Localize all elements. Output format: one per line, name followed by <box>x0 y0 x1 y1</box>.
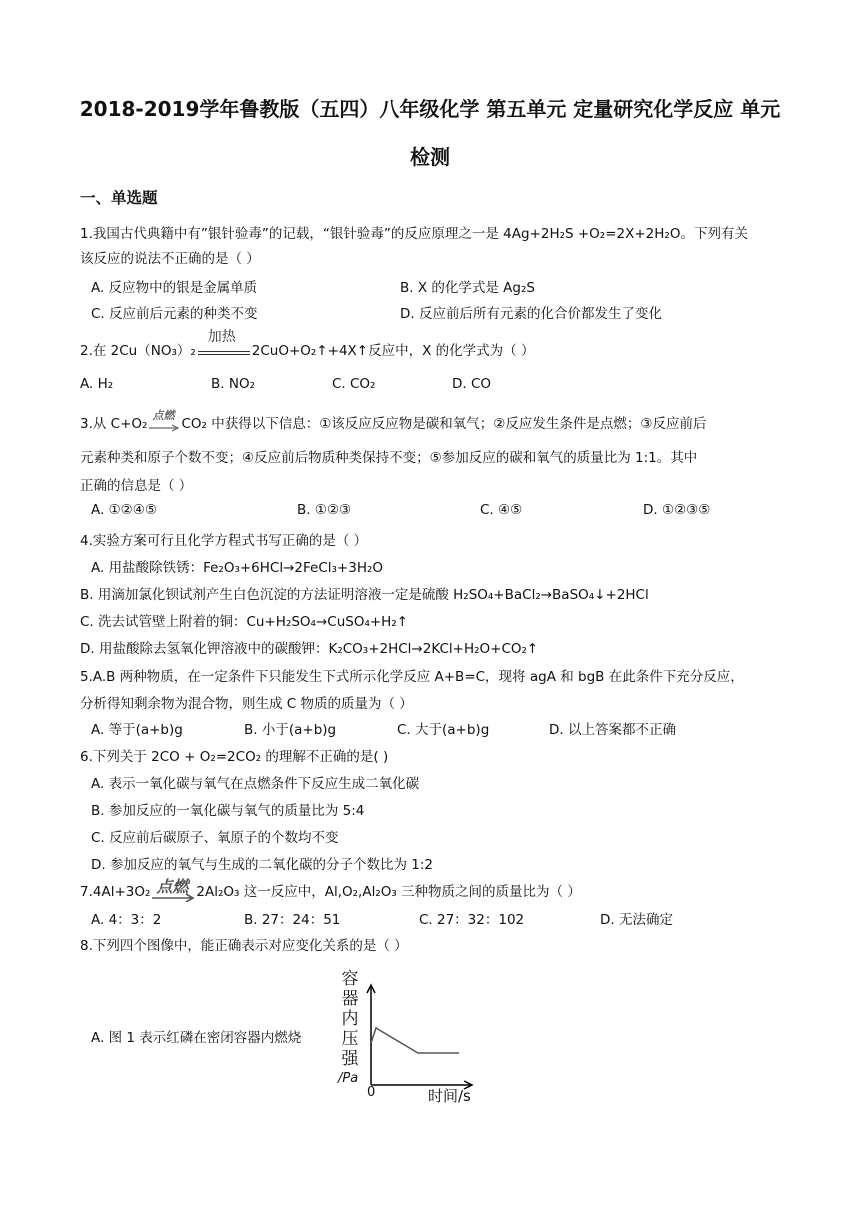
q1-stem-line1: 1.我国古代典籍中有”银针验毒”的记载，“银针验毒”的反应原理之一是 4Ag+2H₂S +O₂=2X+2H₂O。下列有关 <box>80 226 748 242</box>
q3-option-c: C. ④⑤ <box>480 502 523 518</box>
ylabel-char: 容 <box>341 969 359 989</box>
ylabel-char: 内 <box>341 1009 359 1029</box>
q2-option-b: B. NO₂ <box>211 376 255 392</box>
q5-stem-line2: 分析得知剩余物为混合物，则生成 C 物质的质量为（ ） <box>80 696 413 712</box>
q5-option-a: A. 等于(a+b)g <box>91 722 183 738</box>
ylabel-char: 器 <box>341 989 359 1009</box>
q3-stem-line3: 正确的信息是（ ） <box>80 478 193 494</box>
q7-stem <box>80 877 581 902</box>
ylabel-char: 强 <box>341 1049 359 1069</box>
ylabel-char: 压 <box>341 1029 359 1049</box>
q5-option-c: C. 大于(a+b)g <box>397 722 490 738</box>
q4-option-d: D. 用盐酸除去氢氧化钾溶液中的碳酸钾：K₂CO₃+2HCl→2KCl+H₂O+CO₂↑ <box>80 641 539 657</box>
q2-condition-label: 加热 <box>207 329 236 345</box>
equals-sign-icon <box>198 351 250 352</box>
doc-title-line2: 检测 <box>410 145 450 169</box>
pressure-time-graph <box>330 965 480 1110</box>
q8-stem: 8.下列四个图像中，能正确表示对应变化关系的是（ ） <box>80 938 408 954</box>
q4-option-c: C. 洗去试管壁上附着的铜：Cu+H₂SO₄→CuSO₄+H₂↑ <box>80 614 409 630</box>
q2-option-a: A. H₂ <box>80 376 114 392</box>
q2-option-d: D. CO <box>452 376 492 392</box>
q7-option-c: C. 27：32：102 <box>419 912 525 928</box>
q2-condition-arrow <box>196 329 252 362</box>
arrow-right-icon <box>150 882 196 902</box>
q4-option-b: B. 用滴加氯化钡试剂产生白色沉淀的方法证明溶液一定是硫酸 H₂SO₄+BaCl₂→BaSO₄↓+2HCl <box>80 587 649 603</box>
q6-option-a: A. 表示一氧化碳与氧气在点燃条件下反应生成二氧化碳 <box>91 776 420 792</box>
graph-plot <box>330 965 480 1090</box>
q2-stem-prefix: 2.在 2Cu（NO₃）₂ <box>80 343 196 359</box>
q1-option-a: A. 反应物中的银是金属单质 <box>91 280 258 296</box>
doc-title-line1: 2018-2019学年鲁教版（五四）八年级化学 第五单元 定量研究化学反应 单元 <box>79 97 781 121</box>
q5-stem-line1: 5.A.B 两种物质，在一定条件下只能发生下式所示化学反应 A+B=C，现将 agA 和 bgB 在此条件下充分反应， <box>80 669 744 685</box>
pressure-curve <box>371 1028 459 1053</box>
q3-condition-arrow <box>147 409 181 433</box>
q6-option-d: D. 参加反应的氧气与生成的二氧化碳的分子个数比为 1:2 <box>91 857 433 873</box>
q7-stem-suffix: 2Al₂O₃ 这一反应中，Al,O₂,Al₂O₃ 三种物质之间的质量比为（ ） <box>196 884 581 900</box>
q5-option-b: B. 小于(a+b)g <box>244 722 337 738</box>
q7-option-b: B. 27：24：51 <box>244 912 341 928</box>
q7-option-a: A. 4：3：2 <box>91 912 162 928</box>
q1-stem-line2: 该反应的说法不正确的是（ ） <box>80 251 260 267</box>
q3-option-d: D. ①②③⑤ <box>643 502 711 518</box>
q2-stem-suffix: 2CuO+O₂↑+4X↑反应中，X 的化学式为（ ） <box>251 343 535 359</box>
graph-yunit: /Pa <box>338 1071 359 1086</box>
q3-option-a: A. ①②④⑤ <box>91 502 157 518</box>
q3-condition-label: 点燃 <box>152 409 175 422</box>
q1-option-d: D. 反应前后所有元素的化合价都发生了变化 <box>400 306 662 322</box>
graph-origin: 0 <box>367 1085 376 1100</box>
q3-stem-prefix: 3.从 C+O₂ <box>80 416 148 432</box>
q7-condition-label: 点燃 <box>156 877 189 896</box>
arrow-right-icon <box>147 415 181 433</box>
graph-xlabel: 时间/s <box>428 1087 471 1105</box>
q3-option-b: B. ①②③ <box>297 502 352 518</box>
section-heading: 一、单选题 <box>80 189 158 207</box>
q4-option-a: A. 用盐酸除铁锈：Fe₂O₃+6HCl→2FeCl₃+3H₂O <box>91 560 384 576</box>
q6-stem: 6.下列关于 2CO + O₂=2CO₂ 的理解不正确的是( ) <box>80 749 389 765</box>
q8-option-a: A. 图 1 表示红磷在密闭容器内燃烧 <box>91 1030 302 1046</box>
q7-stem-prefix: 7.4Al+3O₂ <box>80 884 151 900</box>
q2-stem <box>80 329 535 362</box>
q3-stem-suffix: CO₂ 中获得以下信息：①该反应反应物是碳和氧气；②反应发生条件是点燃；③反应前后 <box>181 416 707 432</box>
q1-option-b: B. X 的化学式是 Ag₂S <box>400 280 535 296</box>
q4-stem: 4.实验方案可行且化学方程式书写正确的是（ ） <box>80 533 368 549</box>
q6-option-c: C. 反应前后碳原子、氧原子的个数均不变 <box>91 830 339 846</box>
q7-option-d: D. 无法确定 <box>600 912 673 928</box>
q7-condition-arrow <box>150 877 196 902</box>
q5-option-d: D. 以上答案都不正确 <box>549 722 676 738</box>
q3-stem-line2: 元素种类和原子个数不变；④反应前后物质种类保持不变；⑤参加反应的碳和氧气的质量比为 1:1。其中 <box>80 450 698 466</box>
q3-stem-line1 <box>80 409 707 433</box>
equals-sign-icon-2 <box>198 354 250 355</box>
q2-option-c: C. CO₂ <box>332 376 376 392</box>
q1-option-c: C. 反应前后元素的种类不变 <box>91 306 258 322</box>
q6-option-b: B. 参加反应的一氧化碳与氧气的质量比为 5:4 <box>91 803 365 819</box>
